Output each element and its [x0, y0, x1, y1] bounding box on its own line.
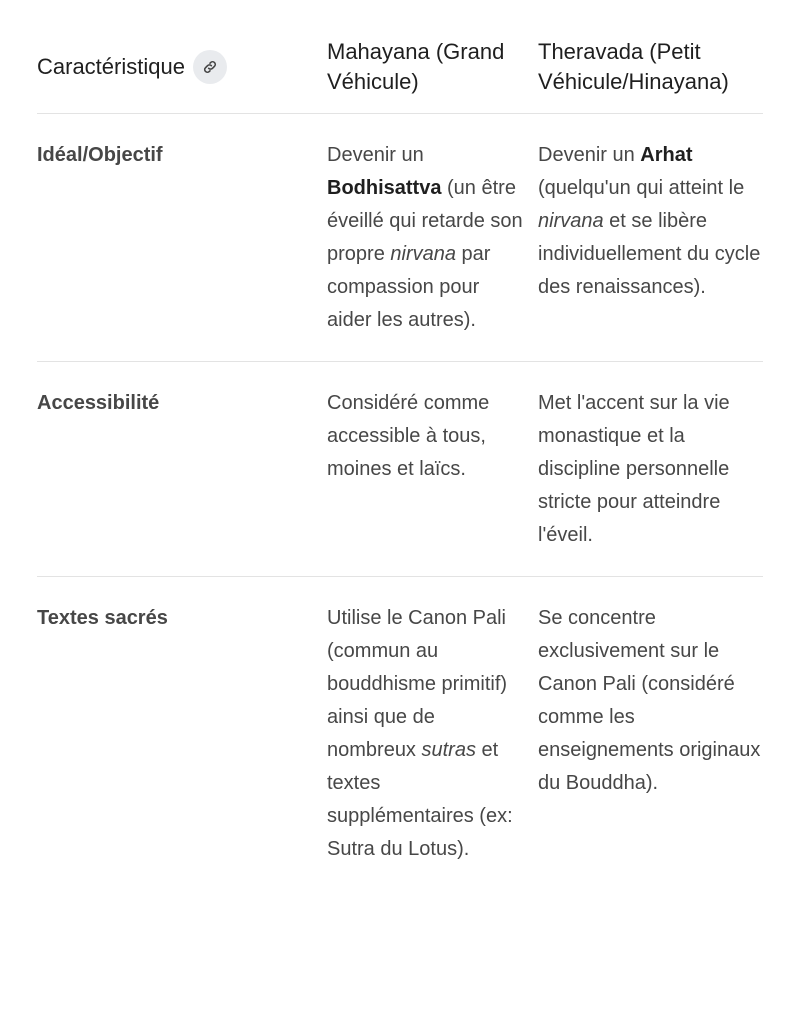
header-cell-mahayana: Mahayana (Grand Véhicule): [327, 39, 505, 94]
text-span: et textes supplémentaires (ex: Sutra du Lotus).: [327, 739, 513, 860]
text-span: Devenir un: [327, 144, 424, 166]
theravada-cell: Se concentre exclusivement sur le Canon Pali (considéré comme les enseignements originaux du Bouddha).: [538, 607, 761, 794]
text-span: et se libère individuellement du cycle des renaissances).: [538, 210, 761, 298]
row-label: Textes sacrés: [37, 607, 168, 629]
text-span: Utilise le Canon Pali (commun au bouddhisme primitif) ainsi que de nombreux: [327, 607, 508, 761]
text-span: par compassion pour aider les autres).: [327, 243, 491, 331]
table-row: [37, 362, 763, 577]
bold-term: Arhat: [640, 144, 693, 166]
header-cell-characteristic: [37, 37, 327, 97]
header-cell-theravada: Theravada (Petit Véhicule/Hinayana): [538, 39, 729, 94]
link-icon[interactable]: [193, 50, 227, 84]
text-span: (quelqu'un qui atteint le: [538, 177, 745, 199]
italic-term: nirvana: [390, 243, 456, 265]
italic-term: nirvana: [538, 210, 604, 232]
table-header-row: [37, 0, 763, 114]
mahayana-cell: [327, 139, 538, 337]
header-label-characteristic: Caractéristique: [37, 54, 185, 79]
text-span: Devenir un: [538, 144, 641, 166]
table-row: [37, 114, 763, 362]
row-label: Idéal/Objectif: [37, 144, 163, 166]
text-span: (un être éveillé qui retarde son propre: [327, 177, 523, 265]
theravada-cell: Met l'accent sur la vie monastique et la discipline personnelle stricte pour atteindre l'éveil.: [538, 392, 730, 546]
mahayana-cell: Considéré comme accessible à tous, moines et laïcs.: [327, 392, 490, 480]
mahayana-cell: [327, 602, 538, 866]
table-row: [37, 577, 763, 890]
bold-term: Bodhisattva: [327, 177, 442, 199]
italic-term: sutras: [421, 739, 476, 761]
comparison-table: [37, 0, 763, 890]
row-label: Accessibilité: [37, 392, 160, 414]
theravada-cell: [538, 139, 763, 337]
